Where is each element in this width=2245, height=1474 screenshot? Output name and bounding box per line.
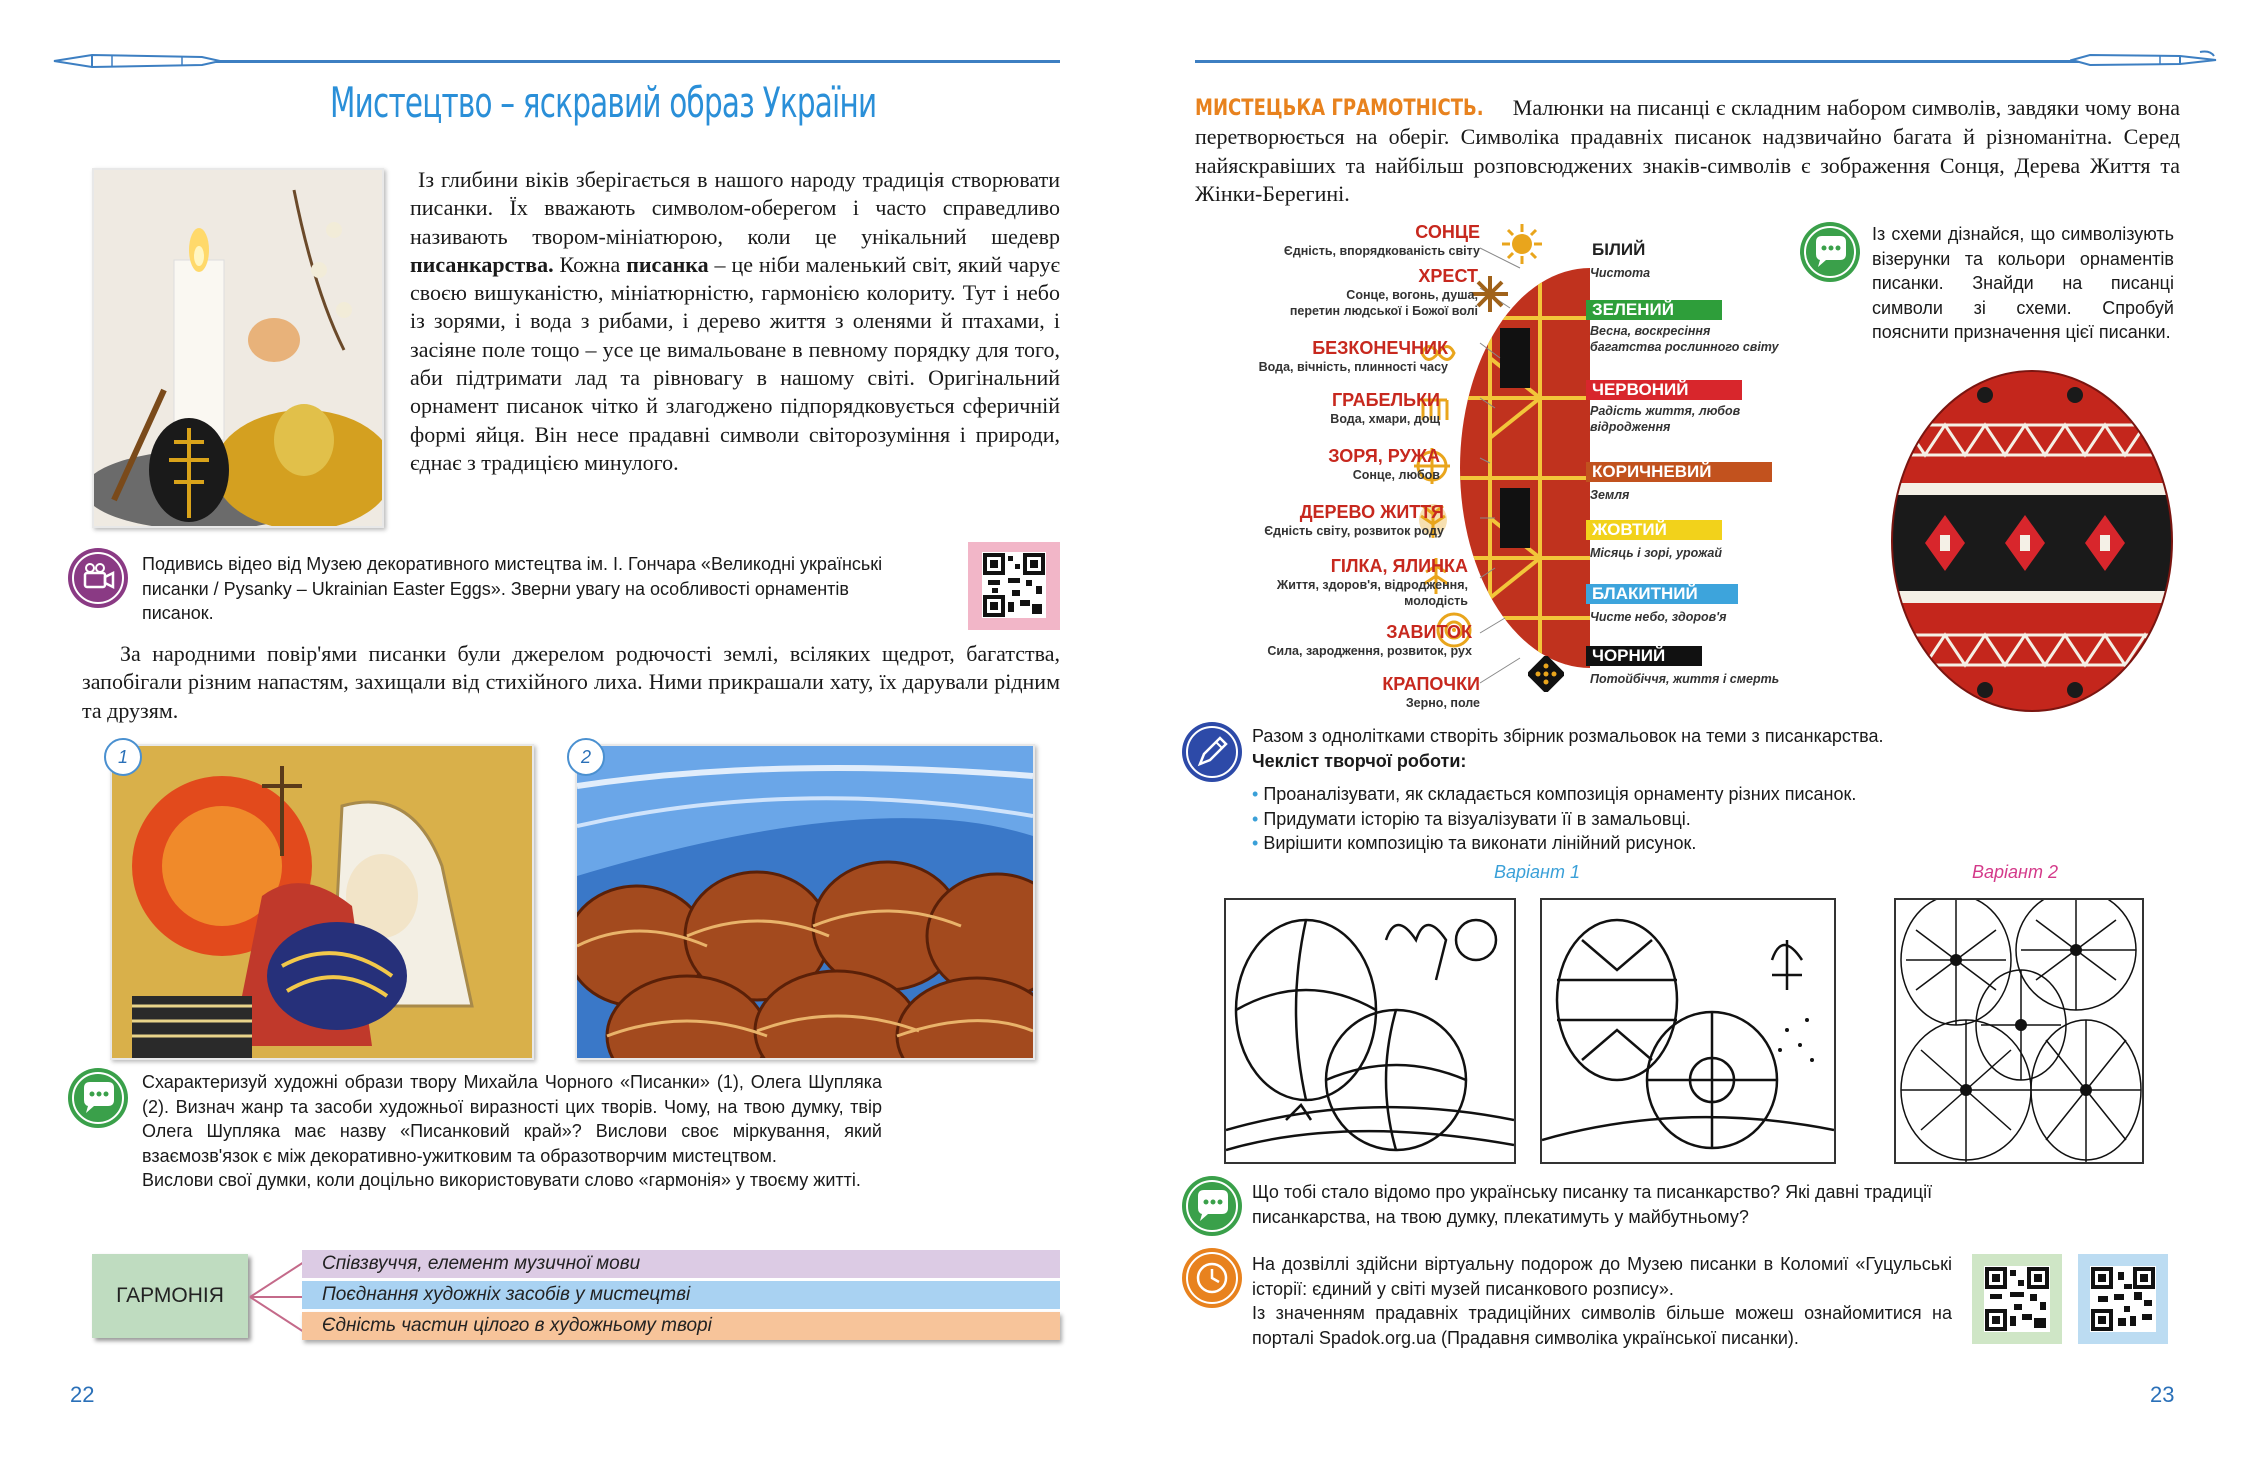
chat-icon [1800, 222, 1860, 282]
color-desc: багатства рослинного світу [1590, 340, 1779, 354]
artwork-task-text: Схарактеризуй художні образи твору Михайла Чорного «Писанки» (1), Олега Шупляка (2). Визнач жанр та засоби художньої виразності цих творів. Чому, на твою думку, твір Олега Шупляка має назву «Писанковий край»? Вислови своє міркування, який взаємозв'язок є між декоративно-ужитковим та образотворчим мистецтвом. Вислови свої думки, коли доцільно використовувати слово «гармонія» у твоєму житті. [142, 1072, 882, 1190]
beliefs-paragraph: За народними повір'ями писанки були джерелом родючості землі, всіляких щедрот, багатства, запобігали різним напастям, захищали від стихійного лиха. Ними прикрашали хату, їх дарували рідним та друзям. [82, 641, 1060, 723]
clock-icon [1182, 1248, 1242, 1308]
symbol-desc: перетин людської і Божої волі [1289, 304, 1478, 318]
symbol-name: ГРАБЕЛЬКИ [1331, 390, 1440, 410]
image-number-badge: 1 [104, 738, 142, 776]
page-title: Мистецтво – яскравий образ України [330, 78, 877, 127]
color-label: ЖОВТИЙ [1586, 520, 1722, 540]
symbol-desc: Вода, вічність, плинності часу [1258, 360, 1448, 374]
project-text: Разом з однолітками створіть збірник розмальовок на теми з писанкарства. [1252, 726, 1884, 746]
harmony-connector [248, 1250, 308, 1344]
symbol-desc: Сонце, вогонь, душа, [1346, 288, 1478, 302]
checklist-item: • Проаналізувати, як складається композиція орнаменту різних писанок. [1252, 784, 1857, 804]
color-desc: відродження [1590, 420, 1671, 434]
color-desc: Потойбіччя, життя і смерть [1590, 672, 1780, 686]
symbol-desc: Сила, зародження, розвиток, рух [1267, 644, 1472, 658]
color-label: ЧЕРВОНИЙ [1586, 380, 1742, 400]
checklist-item: • Вирішити композицію та виконати лінійний рисунок. [1252, 833, 1697, 853]
symbol-name: КРАПОЧКИ [1382, 674, 1480, 694]
symbols-scheme [1190, 218, 1810, 718]
color-desc: Весна, воскресіння [1590, 324, 1711, 338]
coloring-sketch-2-illustration [1542, 900, 1834, 1162]
literacy-paragraph: МИСТЕЦЬКА ГРАМОТНІСТЬ. Малюнки на писанці є складним набором символів, завдяки чому вона перетворюється на оберіг. Символіка прадавніх писанок надзвичайно багата й різноманітна. Серед найяскравіших та найбільш розповсюджених знаків-символів є зображення Сонця, Дерева Життя та Жінки-Берегині. [1195, 95, 2180, 206]
symbol-desc: Вода, хмари, дощ [1330, 412, 1440, 426]
video-note-text: Подивись відео від Музею декоративного мистецтва ім. І. Гончара «Великодні українські писанки / Pysanky – Ukrainian Easter Eggs». Зверни увагу на особливості орнаментів писанок. [142, 554, 883, 623]
painting-pysanky-chorny [110, 744, 534, 1060]
color-label: ЗЕЛЕНИЙ [1586, 300, 1722, 320]
harmony-definition: Поєднання художніх засобів у мистецтві [302, 1281, 1060, 1309]
color-label: КОРИЧНЕВИЙ [1586, 462, 1772, 482]
symbol-desc: молодість [1404, 594, 1468, 608]
coloring-pattern [1894, 898, 2144, 1164]
coloring-sketch-2 [1540, 898, 1836, 1164]
symbol-desc: Єдність, впорядкованість світу [1283, 244, 1480, 258]
symbol-name: СОНЦЕ [1415, 222, 1480, 242]
symbol-desc: Сонце, любов [1352, 468, 1440, 482]
symbol-name: БЕЗКОНЕЧНИК [1312, 338, 1448, 358]
reflection-question: Що тобі стало відомо про українську писанку та писанкарство? Які давні традиції писанкарства, на твою думку, плекатимуть у майбутньому? [1252, 1182, 1933, 1227]
qr-code-icon[interactable] [1972, 1254, 2062, 1344]
coloring-pattern-illustration [1896, 900, 2142, 1162]
color-desc: Чисте небо, здоров'я [1590, 610, 1727, 624]
symbol-name: ДЕРЕВО ЖИТТЯ [1299, 502, 1444, 522]
painting-1-illustration [112, 746, 532, 1058]
intro-paragraph: Із глибини віків зберігається в нашого народу традиція створювати писанки. Їх вважають символом-оберегом і часто справедливо називають твором-мініатюрою, коли це унікальний шедевр писанкарства. Кожна писанка – це ніби маленький світ, який чарує своєю вишуканістю, мініатюрністю, гармонією колориту. Тут і небо із зорями, і вода з рибами, і дерево життя з оленями й птахами, і засіяне поле тощо – усе це вимальоване в певному порядку для того, аби підтримати лад та рівновагу в нашому світі. Оригінальний орнамент писанок чітко й злагоджено підпорядковується сферичній формі яйця. Він несе прадавні символи світорозуміння і природи, єднає з традицією минулого. [410, 167, 1060, 475]
candle-pysanka-photo [92, 168, 384, 528]
page-number: 22 [70, 1382, 95, 1407]
color-desc: Земля [1590, 488, 1630, 502]
symbol-name: ГІЛКА, ЯЛИНКА [1330, 556, 1468, 576]
dots-icon [1528, 656, 1564, 692]
checklist [1252, 782, 2152, 856]
page-number: 23 [2150, 1382, 2175, 1407]
variant-2-label: Варіант 2 [1972, 862, 2058, 882]
left-header-rule [82, 60, 1060, 63]
pencil-icon [1182, 722, 1242, 782]
color-desc: Радість життя, любов [1590, 404, 1741, 418]
symbol-name: ЗОРЯ, РУЖА [1328, 446, 1440, 466]
sun-icon [1502, 224, 1542, 264]
pen-icon [52, 50, 222, 72]
right-header-rule [1195, 60, 2180, 63]
symbol-desc: Життя, здоров'я, відродження, [1276, 578, 1468, 592]
color-desc: Чистота [1590, 266, 1651, 280]
pysanka-egg-illustration [1885, 365, 2180, 715]
color-label: ЧОРНИЙ [1586, 646, 1702, 666]
chat-icon [68, 1068, 128, 1128]
coloring-sketch-1-illustration [1226, 900, 1514, 1162]
qr-code-icon[interactable] [2078, 1254, 2168, 1344]
color-label: БІЛИЙ [1586, 240, 1722, 260]
symbol-desc: Зерно, поле [1405, 696, 1480, 710]
qr-code-icon[interactable] [968, 542, 1060, 630]
candle-scene-illustration [94, 170, 382, 526]
harmony-definition: Єдність частин цілого в художньому творі [302, 1312, 1060, 1340]
chat-icon [1182, 1176, 1242, 1236]
symbol-name: ХРЕСТ [1418, 266, 1478, 286]
video-icon [68, 548, 128, 608]
coloring-sketch-1 [1224, 898, 1516, 1164]
harmony-label: ГАРМОНІЯ [92, 1254, 248, 1338]
harmony-definition: Співзвуччя, елемент музичної мови [302, 1250, 1060, 1278]
checklist-item: • Придумати історію та візуалізувати її в замальовці. [1252, 808, 1691, 829]
variant-1-label: Варіант 1 [1494, 862, 1580, 882]
leisure-text: На дозвіллі здійсни віртуальну подорож до Музею писанки в Коломиї «Гуцульські історії: єдиний у світі музей писанкового розпису». Із значенням прадавніх традиційних символів більше можеш ознайомитися на порталі Spadok.org.ua (Прадавня символіка української писанки). [1252, 1254, 1952, 1348]
image-number-badge: 2 [567, 738, 605, 776]
pen-icon [2070, 48, 2220, 72]
color-desc: Місяць і зорі, урожай [1590, 546, 1723, 560]
painting-2-illustration [577, 746, 1033, 1058]
color-label: БЛАКИТНИЙ [1586, 584, 1738, 604]
checklist-title: Чекліст творчої роботи: [1252, 751, 1467, 771]
symbol-name: ЗАВИТОК [1386, 622, 1472, 642]
painting-pysankovyi-krai [575, 744, 1035, 1060]
literacy-heading: МИСТЕЦЬКА ГРАМОТНІСТЬ. [1195, 96, 1484, 121]
symbol-desc: Єдність світу, розвиток роду [1264, 524, 1444, 538]
scheme-task-text: Із схеми дізнайся, що символізують візерунки та кольори орнаментів писанки. Знайди на писанці символи зі схеми. Спробуй пояснити призначення цієї писанки. [1872, 224, 2174, 342]
